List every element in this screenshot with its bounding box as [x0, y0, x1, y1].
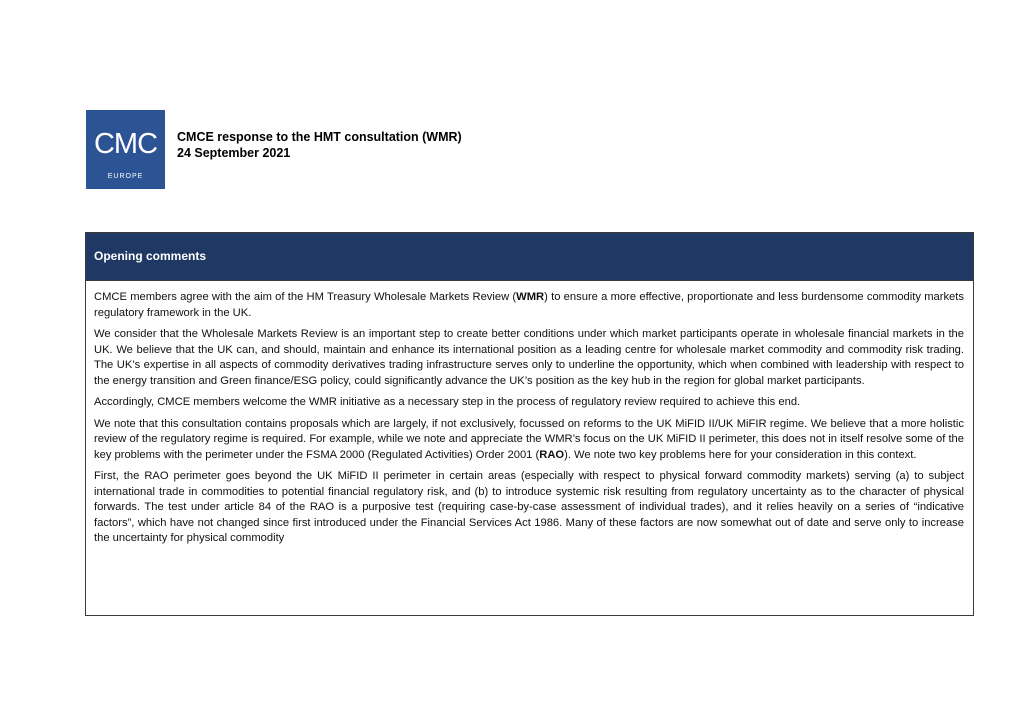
opening-comments-section	[85, 232, 974, 616]
paragraph-2: We consider that the Wholesale Markets Review is an important step to create better conditions under which market participants operate in wholesale financial markets in the UK. We believe that the UK can, and should, maintain and enhance its international position as a leading centre for wholesale market commodity and commodity risk trading. The UK’s expertise in all aspects of commodity derivatives trading infrastructure serves only to underline the opportunity, which when combined with leadership with respect to the energy transition and Green finance/ESG policy, could significantly advance the UK’s position as the key hub in the region for global market participants.	[94, 328, 964, 387]
p4-text-a: We note that this consultation contains proposals which are largely, if not exclusively, focussed on reforms to the UK MiFID II/UK MiFIR regime. We believe that a more holistic review of the regulatory regime is required. For example, while we note and appreciate the WMR’s focus on the UK MiFID II perimeter, this does not in itself resolve some of the key problems with the perimeter under the FSMA 2000 (Regulated Activities) Order 2001 (	[94, 417, 964, 461]
logo-text: CMC	[93, 128, 158, 160]
cmc-europe-logo	[86, 110, 165, 189]
section-body	[86, 281, 973, 547]
p1-text-a: CMCE members agree with the aim of the HM Treasury Wholesale Markets Review (	[94, 291, 517, 303]
p4-text-c: ). We note two key problems here for your consideration in this context.	[564, 448, 917, 461]
paragraph-4	[94, 417, 964, 464]
p4-abbrev-rao: RAO	[539, 448, 565, 461]
document-heading	[177, 129, 462, 161]
document-date: 24 September 2021	[177, 146, 291, 160]
paragraph-5: First, the RAO perimeter goes beyond the UK MiFID II perimeter in certain areas (especially with respect to physical forward commodity markets) serving (a) to subject international trade in commodities to potential financial regulatory risk, and (b) to introduce systemic risk resulting from regulatory uncertainty as to the character of physical forwards. The test under article 84 of the RAO is a purposive test (requiring case-by-case assessment of individual trades), and it relies heavily on a series of “indicative factors”, which have not changed since first introduced under the Financial Services Act 1986. Many of these factors are now somewhat out of date and serve only to increase the uncertainty for physical commodity	[94, 470, 964, 544]
document-title: CMCE response to the HMT consultation (WMR)	[177, 130, 462, 144]
paragraph-1	[94, 290, 964, 321]
p1-text-c: ) to ensure a more effective, proportionate and less burdensome commodity markets regulatory framework in the UK.	[94, 291, 964, 319]
section-header: Opening comments	[86, 233, 973, 281]
p1-abbrev-wmr: WMR	[516, 291, 545, 303]
paragraph-3: Accordingly, CMCE members welcome the WMR initiative as a necessary step in the process of regulatory review required to achieve this end.	[94, 396, 801, 408]
logo-subtext: EUROPE	[107, 173, 144, 180]
